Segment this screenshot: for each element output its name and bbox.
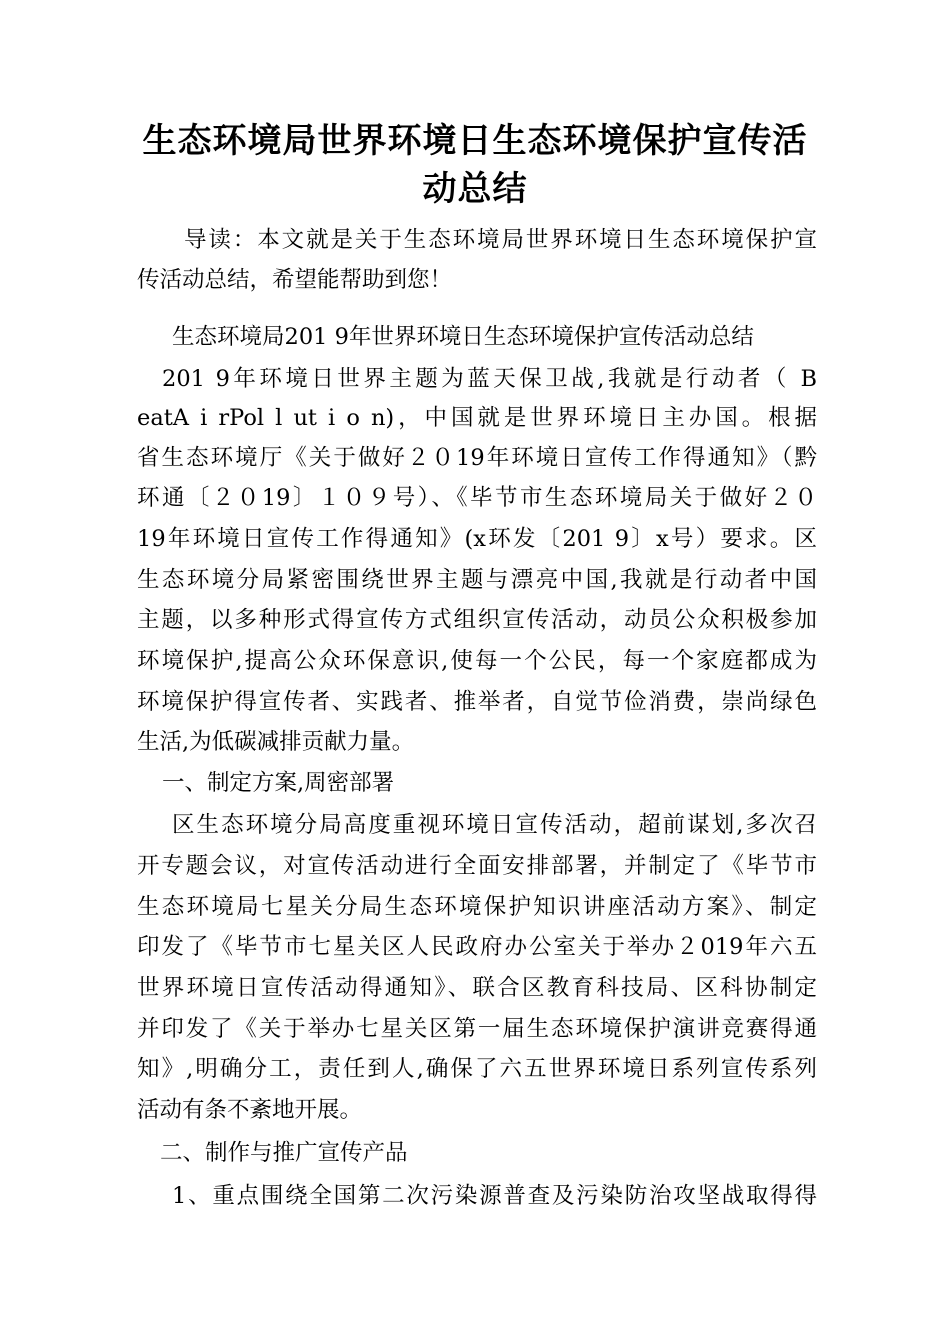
body-line-6: 生态环境分局紧密围绕世界主题与漂亮中国,我就是行动者中国 bbox=[137, 567, 817, 593]
body-line-2: eatA i rPol l ut i o n)，中国就是世界环境日主办国。根据 bbox=[137, 405, 817, 431]
intro-line-2: 传活动总结，希望能帮助到您！ bbox=[137, 267, 453, 293]
section1-line-4: 印发了《毕节市七星关区人民政府办公室关于举办２019年六五 bbox=[137, 934, 817, 960]
body-line-4: 环通〔２０19〕１０９号）、《毕节市生态环境局关于做好２０ bbox=[137, 485, 817, 511]
body-line-8: 环境保护,提高公众环保意识,使每一个公民，每一个家庭都成为 bbox=[137, 648, 817, 674]
section1-line-6: 并印发了《关于举办七星关区第一届生态环境保护演讲竞赛得通 bbox=[137, 1016, 817, 1042]
section1-line-2: 开专题会议，对宣传活动进行全面安排部署，并制定了《毕节市 bbox=[137, 853, 817, 879]
section1-line-5: 世界环境日宣传活动得通知》、联合区教育科技局、区科协制定 bbox=[137, 975, 817, 1001]
section-heading-1: 一、制定方案,周密部署 bbox=[162, 770, 395, 796]
section1-line-3: 生态环境局七星关分局生态环境保护知识讲座活动方案》、制定 bbox=[137, 894, 817, 920]
body-line-9: 环境保护得宣传者、实践者、推举者，自觉节俭消费，崇尚绿色 bbox=[137, 689, 817, 715]
section1-line-8: 活动有条不紊地开展。 bbox=[137, 1097, 363, 1123]
body-line-10: 生活,为低碳减排贡献力量。 bbox=[137, 729, 415, 755]
intro-line-1: 导读：本文就是关于生态环境局世界环境日生态环境保护宣 bbox=[184, 227, 817, 253]
subtitle-line: 生态环境局201 9年世界环境日生态环境保护宣传活动总结 bbox=[172, 324, 754, 350]
document-title-line-1: 生态环境局世界环境日生态环境保护宣传活 bbox=[142, 121, 808, 161]
body-line-3: 省生态环境厅《关于做好２０19年环境日宣传工作得通知》（黔 bbox=[137, 445, 817, 471]
body-line-5: 19年环境日宣传工作得通知》(x环发〔201 9〕x号）要求。区 bbox=[137, 526, 817, 552]
document-title-line-2: 动总结 bbox=[422, 169, 528, 209]
body-line-1: 201 9年环境日世界主题为蓝天保卫战,我就是行动者（ B bbox=[162, 366, 817, 392]
section1-line-1: 区生态环境分局高度重视环境日宣传活动，超前谋划,多次召 bbox=[172, 812, 817, 838]
section1-line-7: 知》,明确分工，责任到人,确保了六五世界环境日系列宣传系列 bbox=[137, 1056, 817, 1082]
section2-line-1: 1、重点围绕全国第二次污染源普查及污染防治攻坚战取得得 bbox=[172, 1183, 817, 1209]
body-line-7: 主题，以多种形式得宣传方式组织宣传活动，动员公众积极参加 bbox=[137, 607, 817, 633]
section-heading-2: 二、制作与推广宣传产品 bbox=[160, 1140, 408, 1166]
